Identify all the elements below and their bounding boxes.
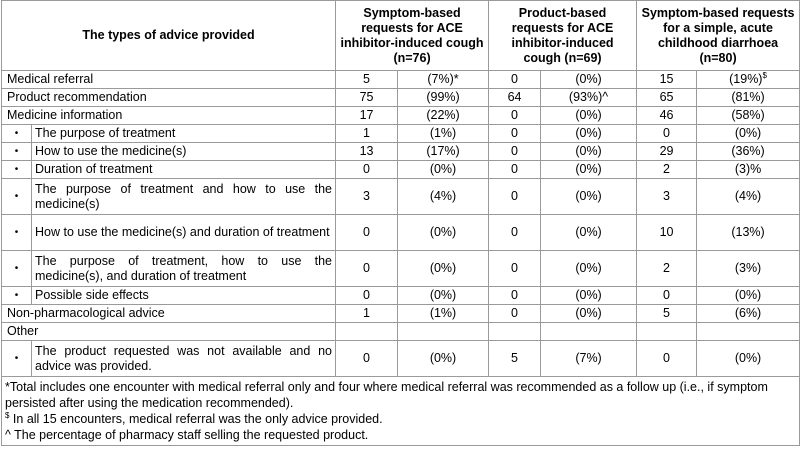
count-symptom-diarrhoea: 0	[637, 341, 697, 377]
percent-symptom-diarrhoea	[697, 71, 800, 89]
percent-symptom-diarrhoea	[697, 287, 800, 305]
count-symptom-diarrhoea	[637, 323, 697, 341]
row-label: The purpose of treatment and how to use the medicine(s)	[32, 179, 336, 215]
row-label: Non-pharmacological advice	[2, 305, 336, 323]
percent-symptom-cough: (0%)	[398, 287, 489, 305]
header-advice-types: The types of advice provided	[2, 1, 336, 71]
count-product-cough: 0	[489, 179, 541, 215]
percent-symptom-diarrhoea	[697, 341, 800, 377]
row-label: The purpose of treatment, how to use the medicine(s), and duration of treatment	[32, 251, 336, 287]
count-symptom-cough: 0	[336, 251, 398, 287]
table-row	[2, 287, 800, 305]
percent-value: (3%)	[734, 261, 762, 275]
percent-symptom-diarrhoea	[697, 107, 800, 125]
row-label: The purpose of treatment	[32, 125, 336, 143]
count-symptom-cough: 0	[336, 287, 398, 305]
footnotes-row	[2, 377, 800, 446]
table-row	[2, 143, 800, 161]
footnotes	[2, 377, 800, 446]
bullet-icon: •	[2, 215, 32, 251]
percent-value: (0%)	[734, 126, 762, 140]
row-label: How to use the medicine(s)	[32, 143, 336, 161]
percent-product-cough: (0%)	[541, 161, 637, 179]
percent-symptom-cough: (0%)	[398, 215, 489, 251]
count-symptom-cough: 0	[336, 215, 398, 251]
percent-product-cough: (0%)	[541, 143, 637, 161]
percent-symptom-cough: (0%)	[398, 251, 489, 287]
table-row	[2, 107, 800, 125]
count-symptom-cough: 13	[336, 143, 398, 161]
count-product-cough: 0	[489, 143, 541, 161]
percent-symptom-cough: (7%)*	[398, 71, 489, 89]
row-label: Medical referral	[2, 71, 336, 89]
count-symptom-cough: 3	[336, 179, 398, 215]
percent-product-cough	[541, 323, 637, 341]
row-label: Medicine information	[2, 107, 336, 125]
count-symptom-diarrhoea: 2	[637, 251, 697, 287]
percent-product-cough: (7%)	[541, 341, 637, 377]
count-product-cough: 0	[489, 161, 541, 179]
percent-symptom-diarrhoea	[697, 89, 800, 107]
table-row	[2, 179, 800, 215]
percent-value: (3)%	[734, 162, 762, 176]
count-symptom-diarrhoea: 10	[637, 215, 697, 251]
percent-symptom-diarrhoea	[697, 323, 800, 341]
percent-symptom-diarrhoea	[697, 179, 800, 215]
count-product-cough: 0	[489, 71, 541, 89]
percent-symptom-diarrhoea	[697, 215, 800, 251]
count-symptom-diarrhoea: 0	[637, 125, 697, 143]
row-label: Possible side effects	[32, 287, 336, 305]
table-header-row	[2, 1, 800, 71]
percent-product-cough: (0%)	[541, 305, 637, 323]
percent-symptom-cough: (0%)	[398, 341, 489, 377]
table-row	[2, 161, 800, 179]
footnote-dollar	[5, 411, 796, 427]
count-symptom-diarrhoea: 15	[637, 71, 697, 89]
row-label: Product recommendation	[2, 89, 336, 107]
table-row	[2, 71, 800, 89]
row-label: The product requested was not available and no advice was provided.	[32, 341, 336, 377]
bullet-icon: •	[2, 143, 32, 161]
percent-symptom-cough: (0%)	[398, 161, 489, 179]
footnote-star: *Total includes one encounter with medical referral only and four where medical referral was recommended as a follow up (i.e., if symptom persisted after using the medication recommended).	[5, 380, 768, 410]
table-row	[2, 305, 800, 323]
count-symptom-cough: 5	[336, 71, 398, 89]
footnote-caret: ^ The percentage of pharmacy staff selling the requested product.	[5, 428, 369, 442]
count-symptom-diarrhoea: 3	[637, 179, 697, 215]
percent-symptom-cough: (1%)	[398, 125, 489, 143]
bullet-icon: •	[2, 125, 32, 143]
percent-symptom-diarrhoea	[697, 143, 800, 161]
percent-value: (6%)	[734, 306, 762, 320]
table-row	[2, 251, 800, 287]
percent-value: (0%)	[734, 351, 762, 365]
percent-symptom-cough: (17%)	[398, 143, 489, 161]
percent-value: (13%)	[731, 225, 765, 239]
footnote-dollar-mark: $	[5, 410, 10, 420]
count-product-cough: 0	[489, 305, 541, 323]
count-symptom-diarrhoea: 46	[637, 107, 697, 125]
count-product-cough: 64	[489, 89, 541, 107]
percent-value: (58%)	[731, 108, 765, 122]
row-label: Duration of treatment	[32, 161, 336, 179]
row-label: Other	[2, 323, 336, 341]
count-symptom-cough: 17	[336, 107, 398, 125]
percent-product-cough: (0%)	[541, 215, 637, 251]
table-row	[2, 323, 800, 341]
table-row	[2, 89, 800, 107]
bullet-icon: •	[2, 341, 32, 377]
header-symptom-diarrhoea: Symptom-based requests for a simple, acute childhood diarrhoea (n=80)	[637, 1, 800, 71]
percent-symptom-cough	[398, 323, 489, 341]
count-product-cough: 0	[489, 287, 541, 305]
count-product-cough: 0	[489, 215, 541, 251]
percent-symptom-diarrhoea	[697, 161, 800, 179]
table-row	[2, 215, 800, 251]
bullet-icon: •	[2, 251, 32, 287]
count-symptom-cough	[336, 323, 398, 341]
footnote-dollar-text: In all 15 encounters, medical referral was the only advice provided.	[9, 412, 383, 426]
count-symptom-diarrhoea: 2	[637, 161, 697, 179]
count-product-cough: 0	[489, 251, 541, 287]
count-product-cough: 5	[489, 341, 541, 377]
count-symptom-cough: 1	[336, 125, 398, 143]
percent-value: (81%)	[731, 90, 765, 104]
row-label: How to use the medicine(s) and duration of treatment	[32, 215, 336, 251]
percent-value: (0%)	[734, 288, 762, 302]
percent-symptom-cough: (4%)	[398, 179, 489, 215]
percent-product-cough: (0%)	[541, 287, 637, 305]
percent-product-cough: (0%)	[541, 107, 637, 125]
percent-symptom-diarrhoea	[697, 251, 800, 287]
percent-value: (36%)	[731, 144, 765, 158]
percent-symptom-cough: (99%)	[398, 89, 489, 107]
percent-symptom-diarrhoea	[697, 305, 800, 323]
table-row	[2, 341, 800, 377]
percent-product-cough: (93%)^	[541, 89, 637, 107]
percent-product-cough: (0%)	[541, 71, 637, 89]
count-symptom-diarrhoea: 65	[637, 89, 697, 107]
count-symptom-cough: 0	[336, 341, 398, 377]
percent-value: (19%)	[729, 72, 763, 86]
percent-product-cough: (0%)	[541, 125, 637, 143]
percent-symptom-cough: (22%)	[398, 107, 489, 125]
header-symptom-cough: Symptom-based requests for ACE inhibitor-induced cough (n=76)	[336, 1, 489, 71]
percent-product-cough: (0%)	[541, 179, 637, 215]
percent-product-cough: (0%)	[541, 251, 637, 287]
count-symptom-cough: 1	[336, 305, 398, 323]
count-symptom-cough: 0	[336, 161, 398, 179]
count-symptom-diarrhoea: 29	[637, 143, 697, 161]
percent-symptom-diarrhoea	[697, 125, 800, 143]
bullet-icon: •	[2, 161, 32, 179]
header-product-cough: Product-based requests for ACE inhibitor-induced cough (n=69)	[489, 1, 637, 71]
table-row	[2, 125, 800, 143]
count-symptom-diarrhoea: 5	[637, 305, 697, 323]
bullet-icon: •	[2, 179, 32, 215]
percent-symptom-cough: (1%)	[398, 305, 489, 323]
count-product-cough: 0	[489, 125, 541, 143]
footnote-mark: $	[762, 70, 767, 80]
advice-table	[1, 0, 800, 446]
percent-value: (4%)	[734, 189, 762, 203]
count-product-cough	[489, 323, 541, 341]
count-symptom-diarrhoea: 0	[637, 287, 697, 305]
count-symptom-cough: 75	[336, 89, 398, 107]
count-product-cough: 0	[489, 107, 541, 125]
bullet-icon: •	[2, 287, 32, 305]
